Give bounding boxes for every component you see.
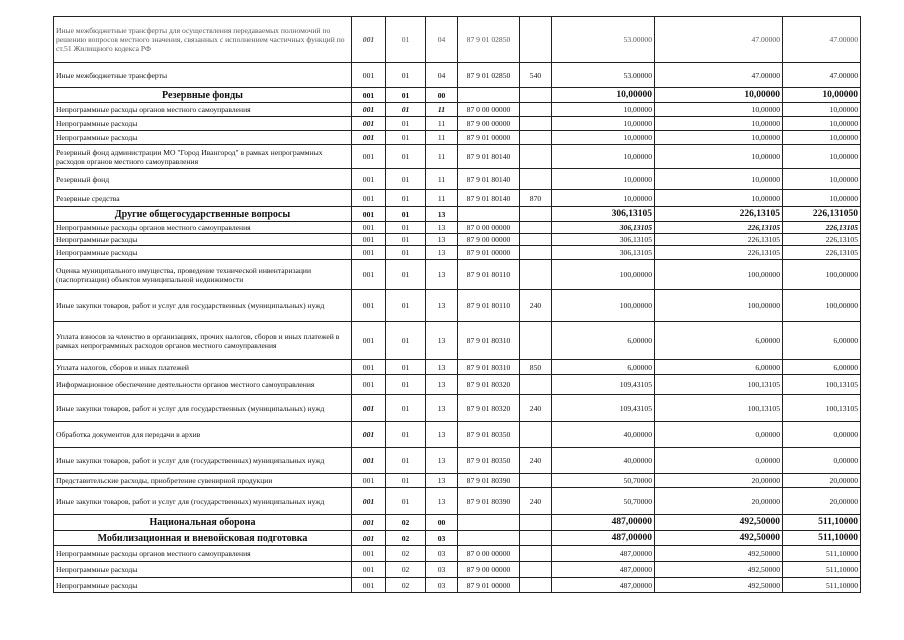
row-section: 01 bbox=[386, 17, 426, 63]
row-admin-code: 001 bbox=[352, 260, 386, 290]
row-amount-1: 487,00000 bbox=[552, 546, 655, 562]
row-amount-1: 40,00000 bbox=[552, 448, 655, 474]
row-amount-3: 6,00000 bbox=[783, 360, 861, 375]
row-amount-1: 53.00000 bbox=[552, 17, 655, 63]
row-name: Непрограммные расходы органов местного самоуправления bbox=[54, 222, 352, 234]
row-section: 01 bbox=[386, 131, 426, 145]
table-row bbox=[54, 515, 861, 531]
row-name: Оценка муниципального имущества, проведение технической инвентаризации (паспортизации) объектов муниципальной недвижимости bbox=[54, 260, 352, 290]
row-target-article bbox=[458, 531, 520, 546]
row-subsection: 11 bbox=[426, 103, 458, 117]
row-amount-3: 226,13105 bbox=[783, 234, 861, 246]
row-subsection: 04 bbox=[426, 63, 458, 88]
row-name: Уплата налогов, сборов и иных платежей bbox=[54, 360, 352, 375]
row-amount-2: 20,00000 bbox=[655, 474, 783, 488]
row-amount-3: 100,00000 bbox=[783, 260, 861, 290]
row-admin-code: 001 bbox=[352, 103, 386, 117]
row-amount-2: 10,00000 bbox=[655, 145, 783, 169]
row-expense-type: 240 bbox=[520, 290, 552, 322]
table-row bbox=[54, 222, 861, 234]
row-amount-2: 10,00000 bbox=[655, 117, 783, 131]
row-amount-2: 100,13105 bbox=[655, 375, 783, 395]
row-subsection: 13 bbox=[426, 422, 458, 448]
row-admin-code: 001 bbox=[352, 448, 386, 474]
row-amount-3: 511,10000 bbox=[783, 578, 861, 593]
row-subsection: 13 bbox=[426, 395, 458, 422]
row-amount-1: 6,00000 bbox=[552, 360, 655, 375]
row-name: Непрограммные расходы органов местного самоуправления bbox=[54, 103, 352, 117]
row-amount-3: 100,00000 bbox=[783, 290, 861, 322]
row-expense-type bbox=[520, 531, 552, 546]
table-row bbox=[54, 578, 861, 593]
row-subsection: 13 bbox=[426, 488, 458, 515]
row-amount-1: 100,00000 bbox=[552, 260, 655, 290]
row-amount-2: 47.00000 bbox=[655, 63, 783, 88]
row-subsection: 11 bbox=[426, 190, 458, 207]
row-amount-2: 100,00000 bbox=[655, 260, 783, 290]
row-amount-2: 6,00000 bbox=[655, 322, 783, 360]
row-target-article: 87 9 01 80320 bbox=[458, 375, 520, 395]
row-amount-1: 10,00000 bbox=[552, 145, 655, 169]
table-row bbox=[54, 169, 861, 190]
row-amount-2: 226,13105 bbox=[655, 222, 783, 234]
row-name: Непрограммные расходы bbox=[54, 117, 352, 131]
row-amount-3: 511,10000 bbox=[783, 546, 861, 562]
row-expense-type: 240 bbox=[520, 488, 552, 515]
row-name: Мобилизационная и вневойсковая подготовка bbox=[54, 531, 352, 546]
row-amount-2: 10,00000 bbox=[655, 131, 783, 145]
row-subsection: 11 bbox=[426, 117, 458, 131]
row-amount-1: 10,00000 bbox=[552, 88, 655, 103]
row-expense-type bbox=[520, 103, 552, 117]
row-expense-type: 240 bbox=[520, 448, 552, 474]
row-admin-code: 001 bbox=[352, 190, 386, 207]
row-admin-code: 001 bbox=[352, 169, 386, 190]
row-name: Иные межбюджетные трансферты для осуществления передаваемых полномочий по решению вопросов местного значения, связанных с исполнением частичных функций по ст.51 Жилищного кодекса РФ bbox=[54, 17, 352, 63]
table-row bbox=[54, 562, 861, 578]
row-amount-1: 306,13105 bbox=[552, 234, 655, 246]
row-name: Резервный фонд администрации МО "Город Ивангород" в рамках непрограммных расходов органов местного самоуправления bbox=[54, 145, 352, 169]
table-row bbox=[54, 103, 861, 117]
row-target-article: 87 0 00 00000 bbox=[458, 103, 520, 117]
row-amount-2: 100,13105 bbox=[655, 395, 783, 422]
row-admin-code: 001 bbox=[352, 515, 386, 531]
row-name: Обработка документов для передачи в архив bbox=[54, 422, 352, 448]
row-target-article: 87 0 00 00000 bbox=[458, 546, 520, 562]
row-target-article: 87 9 01 00000 bbox=[458, 246, 520, 260]
row-amount-1: 487,00000 bbox=[552, 515, 655, 531]
row-expense-type bbox=[520, 117, 552, 131]
row-admin-code: 001 bbox=[352, 322, 386, 360]
row-subsection: 13 bbox=[426, 375, 458, 395]
row-admin-code: 001 bbox=[352, 63, 386, 88]
row-section: 01 bbox=[386, 103, 426, 117]
row-amount-1: 109,43105 bbox=[552, 375, 655, 395]
row-admin-code: 001 bbox=[352, 578, 386, 593]
row-name: Другие общегосударственные вопросы bbox=[54, 207, 352, 222]
row-name: Непрограммные расходы bbox=[54, 562, 352, 578]
row-section: 01 bbox=[386, 169, 426, 190]
row-section: 01 bbox=[386, 234, 426, 246]
row-section: 01 bbox=[386, 448, 426, 474]
row-subsection: 11 bbox=[426, 131, 458, 145]
row-amount-2: 47.00000 bbox=[655, 17, 783, 63]
row-name: Непрограммные расходы bbox=[54, 234, 352, 246]
row-admin-code: 001 bbox=[352, 562, 386, 578]
row-target-article: 87 9 01 00000 bbox=[458, 131, 520, 145]
row-amount-1: 487,00000 bbox=[552, 578, 655, 593]
row-amount-2: 492,50000 bbox=[655, 578, 783, 593]
row-amount-1: 40,00000 bbox=[552, 422, 655, 448]
row-amount-2: 226,13105 bbox=[655, 234, 783, 246]
row-section: 01 bbox=[386, 488, 426, 515]
table-row bbox=[54, 488, 861, 515]
row-subsection: 00 bbox=[426, 515, 458, 531]
row-section: 01 bbox=[386, 190, 426, 207]
row-amount-2: 10,00000 bbox=[655, 103, 783, 117]
row-subsection: 00 bbox=[426, 88, 458, 103]
row-admin-code: 001 bbox=[352, 375, 386, 395]
table-row bbox=[54, 448, 861, 474]
row-amount-3: 511,10000 bbox=[783, 562, 861, 578]
row-name: Резервные средства bbox=[54, 190, 352, 207]
row-amount-1: 10,00000 bbox=[552, 131, 655, 145]
table-row bbox=[54, 531, 861, 546]
row-name: Представительские расходы, приобретение сувенирной продукции bbox=[54, 474, 352, 488]
row-expense-type bbox=[520, 578, 552, 593]
row-expense-type: 540 bbox=[520, 63, 552, 88]
row-target-article: 87 9 00 00000 bbox=[458, 117, 520, 131]
row-name: Уплата взносов за членство в организациях, прочих налогов, сборов и иных платежей в рамках непрограммных расходов органов местного самоуправления bbox=[54, 322, 352, 360]
row-section: 01 bbox=[386, 222, 426, 234]
row-target-article: 87 9 01 80350 bbox=[458, 448, 520, 474]
row-target-article: 87 9 01 80310 bbox=[458, 360, 520, 375]
row-expense-type bbox=[520, 562, 552, 578]
row-admin-code: 001 bbox=[352, 222, 386, 234]
row-amount-2: 492,50000 bbox=[655, 515, 783, 531]
row-amount-2: 226,13105 bbox=[655, 207, 783, 222]
table-row bbox=[54, 207, 861, 222]
table-row bbox=[54, 145, 861, 169]
table-row bbox=[54, 190, 861, 207]
table-row bbox=[54, 117, 861, 131]
row-target-article: 87 9 01 02850 bbox=[458, 17, 520, 63]
row-expense-type bbox=[520, 422, 552, 448]
row-amount-2: 492,50000 bbox=[655, 546, 783, 562]
row-amount-1: 50,70000 bbox=[552, 474, 655, 488]
row-target-article: 87 9 01 80110 bbox=[458, 290, 520, 322]
table-row bbox=[54, 63, 861, 88]
row-target-article bbox=[458, 515, 520, 531]
row-name: Непрограммные расходы органов местного самоуправления bbox=[54, 546, 352, 562]
row-amount-3: 10,00000 bbox=[783, 103, 861, 117]
row-amount-1: 53.00000 bbox=[552, 63, 655, 88]
row-amount-3: 226,131050 bbox=[783, 207, 861, 222]
row-name: Резервный фонд bbox=[54, 169, 352, 190]
row-expense-type bbox=[520, 246, 552, 260]
row-admin-code: 001 bbox=[352, 88, 386, 103]
row-amount-3: 20,00000 bbox=[783, 488, 861, 515]
row-admin-code: 001 bbox=[352, 422, 386, 448]
row-amount-3: 10,00000 bbox=[783, 145, 861, 169]
row-amount-3: 10,00000 bbox=[783, 169, 861, 190]
row-expense-type bbox=[520, 375, 552, 395]
table-row bbox=[54, 88, 861, 103]
row-name: Непрограммные расходы bbox=[54, 246, 352, 260]
row-target-article: 87 9 01 80110 bbox=[458, 260, 520, 290]
row-amount-3: 10,00000 bbox=[783, 131, 861, 145]
budget-table bbox=[53, 16, 861, 593]
row-subsection: 11 bbox=[426, 169, 458, 190]
row-target-article: 87 9 01 80140 bbox=[458, 190, 520, 207]
row-amount-1: 306,13105 bbox=[552, 207, 655, 222]
row-section: 02 bbox=[386, 531, 426, 546]
row-amount-1: 10,00000 bbox=[552, 169, 655, 190]
row-section: 01 bbox=[386, 474, 426, 488]
row-expense-type bbox=[520, 474, 552, 488]
row-amount-3: 20,00000 bbox=[783, 474, 861, 488]
table-row bbox=[54, 375, 861, 395]
row-section: 02 bbox=[386, 546, 426, 562]
row-target-article: 87 9 01 80390 bbox=[458, 488, 520, 515]
table-row bbox=[54, 395, 861, 422]
row-subsection: 03 bbox=[426, 546, 458, 562]
row-amount-1: 109,43105 bbox=[552, 395, 655, 422]
row-admin-code: 001 bbox=[352, 17, 386, 63]
row-expense-type: 850 bbox=[520, 360, 552, 375]
row-expense-type bbox=[520, 515, 552, 531]
row-amount-1: 306,13105 bbox=[552, 222, 655, 234]
row-subsection: 13 bbox=[426, 322, 458, 360]
row-target-article bbox=[458, 88, 520, 103]
table-row bbox=[54, 322, 861, 360]
row-amount-1: 487,00000 bbox=[552, 562, 655, 578]
row-section: 01 bbox=[386, 88, 426, 103]
row-amount-2: 226,13105 bbox=[655, 246, 783, 260]
row-admin-code: 001 bbox=[352, 290, 386, 322]
row-section: 01 bbox=[386, 360, 426, 375]
row-amount-1: 10,00000 bbox=[552, 190, 655, 207]
row-amount-3: 511,10000 bbox=[783, 515, 861, 531]
row-admin-code: 001 bbox=[352, 207, 386, 222]
row-expense-type bbox=[520, 546, 552, 562]
row-section: 01 bbox=[386, 63, 426, 88]
row-amount-1: 50,70000 bbox=[552, 488, 655, 515]
row-section: 01 bbox=[386, 290, 426, 322]
row-amount-1: 306,13105 bbox=[552, 246, 655, 260]
row-amount-2: 492,50000 bbox=[655, 531, 783, 546]
row-admin-code: 001 bbox=[352, 488, 386, 515]
row-subsection: 13 bbox=[426, 448, 458, 474]
row-target-article bbox=[458, 207, 520, 222]
row-expense-type bbox=[520, 169, 552, 190]
row-name: Иные закупки товаров, работ и услуг для (государственных) муниципальных нужд bbox=[54, 488, 352, 515]
row-name: Информационное обеспечение деятельности органов местного самоуправления bbox=[54, 375, 352, 395]
row-name: Иные закупки товаров, работ и услуг для государственных (муниципальных) нужд bbox=[54, 290, 352, 322]
row-name: Иные закупки товаров, работ и услуг для (государственных) муниципальных нужд bbox=[54, 448, 352, 474]
row-subsection: 13 bbox=[426, 207, 458, 222]
row-target-article: 87 0 00 00000 bbox=[458, 222, 520, 234]
row-section: 01 bbox=[386, 375, 426, 395]
row-admin-code: 001 bbox=[352, 131, 386, 145]
row-amount-2: 0,00000 bbox=[655, 448, 783, 474]
row-name: Иные межбюджетные трансферты bbox=[54, 63, 352, 88]
row-expense-type bbox=[520, 260, 552, 290]
row-amount-2: 0,00000 bbox=[655, 422, 783, 448]
row-name: Национальная оборона bbox=[54, 515, 352, 531]
row-amount-3: 0,00000 bbox=[783, 448, 861, 474]
row-subsection: 13 bbox=[426, 360, 458, 375]
row-section: 01 bbox=[386, 145, 426, 169]
budget-table-sheet bbox=[53, 16, 860, 593]
table-row bbox=[54, 260, 861, 290]
row-amount-3: 10,00000 bbox=[783, 88, 861, 103]
row-amount-1: 6,00000 bbox=[552, 322, 655, 360]
row-section: 01 bbox=[386, 395, 426, 422]
row-expense-type bbox=[520, 131, 552, 145]
table-row bbox=[54, 422, 861, 448]
row-amount-3: 47.00000 bbox=[783, 63, 861, 88]
row-subsection: 03 bbox=[426, 531, 458, 546]
row-expense-type: 240 bbox=[520, 395, 552, 422]
row-amount-2: 10,00000 bbox=[655, 169, 783, 190]
row-target-article: 87 9 01 80140 bbox=[458, 169, 520, 190]
row-subsection: 03 bbox=[426, 562, 458, 578]
row-expense-type bbox=[520, 17, 552, 63]
row-section: 02 bbox=[386, 578, 426, 593]
row-subsection: 04 bbox=[426, 17, 458, 63]
row-admin-code: 001 bbox=[352, 360, 386, 375]
row-target-article: 87 9 01 80140 bbox=[458, 145, 520, 169]
row-target-article: 87 9 01 02850 bbox=[458, 63, 520, 88]
row-subsection: 13 bbox=[426, 246, 458, 260]
row-amount-3: 6,00000 bbox=[783, 322, 861, 360]
row-expense-type bbox=[520, 88, 552, 103]
row-expense-type bbox=[520, 145, 552, 169]
row-amount-1: 10,00000 bbox=[552, 103, 655, 117]
row-amount-1: 487,00000 bbox=[552, 531, 655, 546]
row-name: Непрограммные расходы bbox=[54, 578, 352, 593]
row-expense-type bbox=[520, 222, 552, 234]
table-row bbox=[54, 290, 861, 322]
row-section: 01 bbox=[386, 117, 426, 131]
row-admin-code: 001 bbox=[352, 474, 386, 488]
row-admin-code: 001 bbox=[352, 531, 386, 546]
row-target-article: 87 9 01 80320 bbox=[458, 395, 520, 422]
row-target-article: 87 9 01 80350 bbox=[458, 422, 520, 448]
row-amount-3: 100,13105 bbox=[783, 375, 861, 395]
table-row bbox=[54, 17, 861, 63]
row-name: Непрограммные расходы bbox=[54, 131, 352, 145]
row-subsection: 13 bbox=[426, 234, 458, 246]
row-section: 01 bbox=[386, 260, 426, 290]
row-subsection: 13 bbox=[426, 474, 458, 488]
row-section: 01 bbox=[386, 422, 426, 448]
row-amount-3: 10,00000 bbox=[783, 190, 861, 207]
row-expense-type: 870 bbox=[520, 190, 552, 207]
row-amount-3: 226,13105 bbox=[783, 222, 861, 234]
row-section: 02 bbox=[386, 515, 426, 531]
row-amount-2: 492,50000 bbox=[655, 562, 783, 578]
row-expense-type bbox=[520, 322, 552, 360]
row-subsection: 13 bbox=[426, 222, 458, 234]
row-amount-2: 6,00000 bbox=[655, 360, 783, 375]
row-admin-code: 001 bbox=[352, 234, 386, 246]
row-amount-2: 20,00000 bbox=[655, 488, 783, 515]
row-target-article: 87 9 00 00000 bbox=[458, 234, 520, 246]
row-amount-1: 100,00000 bbox=[552, 290, 655, 322]
row-name: Иные закупки товаров, работ и услуг для государственных (муниципальных) нужд bbox=[54, 395, 352, 422]
row-target-article: 87 9 01 00000 bbox=[458, 578, 520, 593]
row-amount-3: 100,13105 bbox=[783, 395, 861, 422]
row-subsection: 11 bbox=[426, 145, 458, 169]
table-row bbox=[54, 131, 861, 145]
row-admin-code: 001 bbox=[352, 145, 386, 169]
row-expense-type bbox=[520, 207, 552, 222]
row-admin-code: 001 bbox=[352, 546, 386, 562]
row-subsection: 13 bbox=[426, 290, 458, 322]
row-name: Резервные фонды bbox=[54, 88, 352, 103]
table-row bbox=[54, 360, 861, 375]
row-amount-3: 226,13105 bbox=[783, 246, 861, 260]
row-amount-2: 100,00000 bbox=[655, 290, 783, 322]
row-admin-code: 001 bbox=[352, 246, 386, 260]
row-amount-2: 10,00000 bbox=[655, 88, 783, 103]
row-amount-3: 47.00000 bbox=[783, 17, 861, 63]
table-row bbox=[54, 546, 861, 562]
row-admin-code: 001 bbox=[352, 117, 386, 131]
row-amount-3: 10,00000 bbox=[783, 117, 861, 131]
row-target-article: 87 9 01 80310 bbox=[458, 322, 520, 360]
row-section: 01 bbox=[386, 207, 426, 222]
row-amount-1: 10,00000 bbox=[552, 117, 655, 131]
row-amount-3: 511,10000 bbox=[783, 531, 861, 546]
row-amount-2: 10,00000 bbox=[655, 190, 783, 207]
table-row bbox=[54, 246, 861, 260]
table-row bbox=[54, 474, 861, 488]
row-admin-code: 001 bbox=[352, 395, 386, 422]
row-expense-type bbox=[520, 234, 552, 246]
row-subsection: 13 bbox=[426, 260, 458, 290]
row-section: 01 bbox=[386, 322, 426, 360]
row-target-article: 87 9 00 00000 bbox=[458, 562, 520, 578]
row-section: 01 bbox=[386, 246, 426, 260]
row-target-article: 87 9 01 80390 bbox=[458, 474, 520, 488]
row-section: 02 bbox=[386, 562, 426, 578]
row-subsection: 03 bbox=[426, 578, 458, 593]
row-amount-3: 0,00000 bbox=[783, 422, 861, 448]
table-row bbox=[54, 234, 861, 246]
